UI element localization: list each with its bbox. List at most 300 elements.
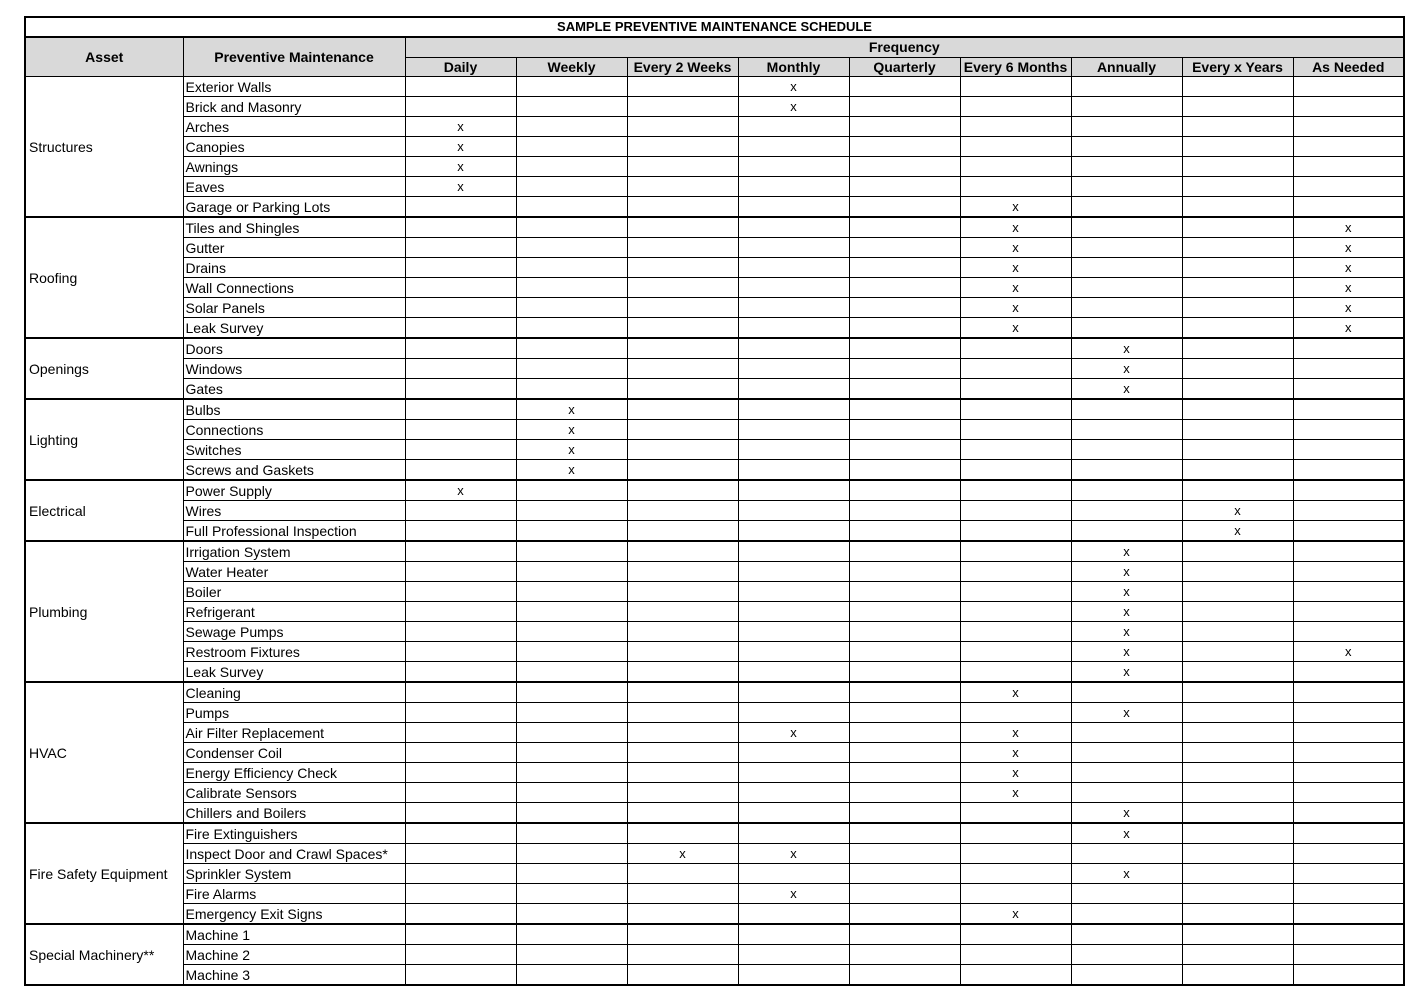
frequency-empty-cell — [1182, 137, 1293, 157]
asset-cell: Fire Safety Equipment — [25, 823, 183, 924]
frequency-empty-cell — [516, 157, 627, 177]
frequency-empty-cell — [627, 480, 738, 501]
table-row — [25, 965, 1404, 986]
frequency-empty-cell — [627, 460, 738, 481]
frequency-empty-cell — [1182, 823, 1293, 844]
frequency-empty-cell — [849, 945, 960, 965]
frequency-mark-cell: x — [960, 217, 1071, 238]
frequency-column-header: Daily — [405, 57, 516, 77]
frequency-empty-cell — [627, 258, 738, 278]
frequency-empty-cell — [1293, 723, 1404, 743]
frequency-empty-cell — [1293, 783, 1404, 803]
frequency-empty-cell — [849, 117, 960, 137]
frequency-mark-cell: x — [405, 117, 516, 137]
maintenance-task-cell: Windows — [183, 359, 405, 379]
frequency-empty-cell — [1293, 924, 1404, 945]
frequency-empty-cell — [516, 278, 627, 298]
table-row — [25, 318, 1404, 339]
frequency-empty-cell — [849, 278, 960, 298]
frequency-empty-cell — [1182, 541, 1293, 562]
frequency-mark-cell: x — [1293, 298, 1404, 318]
frequency-empty-cell — [738, 562, 849, 582]
table-row — [25, 298, 1404, 318]
frequency-mark-cell: x — [1071, 379, 1182, 400]
frequency-empty-cell — [1293, 157, 1404, 177]
maintenance-task-cell: Canopies — [183, 137, 405, 157]
frequency-empty-cell — [1293, 399, 1404, 420]
frequency-empty-cell — [738, 864, 849, 884]
frequency-empty-cell — [960, 582, 1071, 602]
maintenance-task-cell: Garage or Parking Lots — [183, 197, 405, 218]
maintenance-task-cell: Restroom Fixtures — [183, 642, 405, 662]
maintenance-task-cell: Switches — [183, 440, 405, 460]
frequency-empty-cell — [627, 582, 738, 602]
frequency-empty-cell — [1293, 541, 1404, 562]
frequency-empty-cell — [516, 662, 627, 683]
frequency-empty-cell — [627, 278, 738, 298]
frequency-empty-cell — [405, 763, 516, 783]
table-row — [25, 338, 1404, 359]
frequency-empty-cell — [1071, 137, 1182, 157]
table-row — [25, 763, 1404, 783]
frequency-empty-cell — [627, 318, 738, 339]
frequency-empty-cell — [516, 501, 627, 521]
frequency-empty-cell — [1182, 622, 1293, 642]
frequency-empty-cell — [1182, 379, 1293, 400]
frequency-empty-cell — [405, 844, 516, 864]
asset-cell: Roofing — [25, 217, 183, 338]
frequency-mark-cell: x — [960, 904, 1071, 925]
asset-cell: Lighting — [25, 399, 183, 480]
maintenance-task-cell: Calibrate Sensors — [183, 783, 405, 803]
table-row — [25, 97, 1404, 117]
frequency-empty-cell — [849, 864, 960, 884]
table-row — [25, 521, 1404, 542]
frequency-empty-cell — [1071, 521, 1182, 542]
frequency-empty-cell — [1182, 763, 1293, 783]
frequency-empty-cell — [1071, 743, 1182, 763]
frequency-mark-cell: x — [960, 258, 1071, 278]
frequency-empty-cell — [516, 480, 627, 501]
frequency-empty-cell — [1071, 117, 1182, 137]
frequency-empty-cell — [849, 197, 960, 218]
frequency-empty-cell — [516, 77, 627, 97]
frequency-empty-cell — [627, 924, 738, 945]
frequency-empty-cell — [405, 97, 516, 117]
frequency-empty-cell — [1182, 743, 1293, 763]
frequency-empty-cell — [960, 622, 1071, 642]
maintenance-task-cell: Exterior Walls — [183, 77, 405, 97]
frequency-empty-cell — [960, 117, 1071, 137]
frequency-empty-cell — [738, 238, 849, 258]
frequency-empty-cell — [1071, 177, 1182, 197]
frequency-mark-cell: x — [1071, 562, 1182, 582]
frequency-empty-cell — [849, 460, 960, 481]
maintenance-task-cell: Full Professional Inspection — [183, 521, 405, 542]
frequency-mark-cell: x — [1293, 217, 1404, 238]
frequency-empty-cell — [1293, 662, 1404, 683]
frequency-empty-cell — [1071, 460, 1182, 481]
frequency-empty-cell — [627, 864, 738, 884]
frequency-empty-cell — [516, 703, 627, 723]
table-row — [25, 864, 1404, 884]
frequency-empty-cell — [405, 562, 516, 582]
frequency-mark-cell: x — [405, 137, 516, 157]
frequency-mark-cell: x — [738, 884, 849, 904]
maintenance-task-cell: Irrigation System — [183, 541, 405, 562]
frequency-empty-cell — [1182, 884, 1293, 904]
maintenance-task-cell: Gutter — [183, 238, 405, 258]
frequency-empty-cell — [849, 642, 960, 662]
frequency-empty-cell — [627, 884, 738, 904]
frequency-empty-cell — [960, 460, 1071, 481]
frequency-empty-cell — [516, 217, 627, 238]
frequency-column-header: Monthly — [738, 57, 849, 77]
frequency-empty-cell — [1071, 97, 1182, 117]
table-row — [25, 622, 1404, 642]
frequency-mark-cell: x — [960, 783, 1071, 803]
frequency-empty-cell — [627, 803, 738, 824]
frequency-empty-cell — [960, 844, 1071, 864]
frequency-empty-cell — [1182, 278, 1293, 298]
table-row — [25, 258, 1404, 278]
frequency-empty-cell — [627, 501, 738, 521]
frequency-empty-cell — [960, 562, 1071, 582]
maintenance-task-cell: Machine 1 — [183, 924, 405, 945]
frequency-mark-cell: x — [960, 238, 1071, 258]
frequency-empty-cell — [627, 399, 738, 420]
frequency-empty-cell — [960, 924, 1071, 945]
maintenance-task-cell: Refrigerant — [183, 602, 405, 622]
frequency-empty-cell — [1293, 844, 1404, 864]
maintenance-task-cell: Sewage Pumps — [183, 622, 405, 642]
frequency-empty-cell — [627, 197, 738, 218]
frequency-empty-cell — [1182, 864, 1293, 884]
frequency-empty-cell — [516, 642, 627, 662]
frequency-empty-cell — [516, 803, 627, 824]
frequency-empty-cell — [849, 743, 960, 763]
frequency-empty-cell — [627, 157, 738, 177]
asset-cell: Structures — [25, 77, 183, 218]
frequency-empty-cell — [1293, 622, 1404, 642]
frequency-mark-cell: x — [960, 298, 1071, 318]
frequency-mark-cell: x — [516, 460, 627, 481]
frequency-empty-cell — [1182, 904, 1293, 925]
frequency-header: Frequency — [405, 37, 1404, 57]
frequency-mark-cell: x — [405, 157, 516, 177]
frequency-mark-cell: x — [738, 723, 849, 743]
frequency-empty-cell — [516, 864, 627, 884]
frequency-empty-cell — [1182, 723, 1293, 743]
frequency-empty-cell — [516, 177, 627, 197]
frequency-empty-cell — [738, 278, 849, 298]
frequency-empty-cell — [1293, 521, 1404, 542]
table-row — [25, 157, 1404, 177]
frequency-empty-cell — [1293, 440, 1404, 460]
frequency-mark-cell: x — [1182, 501, 1293, 521]
frequency-mark-cell: x — [1071, 642, 1182, 662]
frequency-empty-cell — [627, 743, 738, 763]
frequency-empty-cell — [516, 197, 627, 218]
frequency-column-header: Annually — [1071, 57, 1182, 77]
frequency-empty-cell — [738, 177, 849, 197]
frequency-empty-cell — [960, 97, 1071, 117]
frequency-empty-cell — [1071, 157, 1182, 177]
frequency-empty-cell — [1071, 844, 1182, 864]
frequency-empty-cell — [1182, 803, 1293, 824]
frequency-empty-cell — [1182, 460, 1293, 481]
frequency-mark-cell: x — [1071, 662, 1182, 683]
frequency-mark-cell: x — [960, 682, 1071, 703]
frequency-empty-cell — [1182, 97, 1293, 117]
frequency-empty-cell — [960, 803, 1071, 824]
maintenance-task-cell: Chillers and Boilers — [183, 803, 405, 824]
frequency-empty-cell — [1182, 298, 1293, 318]
frequency-empty-cell — [627, 562, 738, 582]
frequency-column-header: Quarterly — [849, 57, 960, 77]
frequency-empty-cell — [405, 884, 516, 904]
frequency-empty-cell — [627, 682, 738, 703]
frequency-mark-cell: x — [516, 420, 627, 440]
frequency-empty-cell — [1293, 965, 1404, 986]
frequency-empty-cell — [849, 682, 960, 703]
frequency-empty-cell — [1071, 278, 1182, 298]
frequency-empty-cell — [405, 602, 516, 622]
frequency-empty-cell — [1071, 197, 1182, 218]
frequency-empty-cell — [405, 823, 516, 844]
frequency-empty-cell — [1293, 338, 1404, 359]
frequency-empty-cell — [516, 844, 627, 864]
frequency-empty-cell — [849, 823, 960, 844]
frequency-empty-cell — [1293, 359, 1404, 379]
frequency-empty-cell — [849, 844, 960, 864]
frequency-empty-cell — [1071, 723, 1182, 743]
frequency-empty-cell — [849, 703, 960, 723]
table-row — [25, 379, 1404, 400]
frequency-empty-cell — [849, 904, 960, 925]
maintenance-task-cell: Power Supply — [183, 480, 405, 501]
frequency-empty-cell — [738, 904, 849, 925]
frequency-mark-cell: x — [738, 844, 849, 864]
maintenance-task-cell: Awnings — [183, 157, 405, 177]
table-row — [25, 440, 1404, 460]
frequency-empty-cell — [738, 117, 849, 137]
frequency-empty-cell — [405, 723, 516, 743]
maintenance-task-cell: Boiler — [183, 582, 405, 602]
frequency-empty-cell — [627, 379, 738, 400]
frequency-empty-cell — [1293, 480, 1404, 501]
frequency-empty-cell — [849, 77, 960, 97]
maintenance-header: Preventive Maintenance — [183, 37, 405, 77]
table-row — [25, 703, 1404, 723]
maintenance-task-cell: Wall Connections — [183, 278, 405, 298]
frequency-empty-cell — [960, 703, 1071, 723]
maintenance-schedule-table — [24, 16, 1405, 986]
frequency-empty-cell — [627, 823, 738, 844]
frequency-empty-cell — [1182, 258, 1293, 278]
frequency-empty-cell — [849, 521, 960, 542]
table-row — [25, 238, 1404, 258]
frequency-empty-cell — [627, 177, 738, 197]
frequency-empty-cell — [849, 924, 960, 945]
table-row — [25, 823, 1404, 844]
frequency-empty-cell — [738, 298, 849, 318]
frequency-empty-cell — [516, 238, 627, 258]
maintenance-task-cell: Connections — [183, 420, 405, 440]
maintenance-task-cell: Cleaning — [183, 682, 405, 703]
frequency-empty-cell — [1293, 177, 1404, 197]
frequency-empty-cell — [849, 298, 960, 318]
frequency-empty-cell — [516, 137, 627, 157]
frequency-empty-cell — [738, 642, 849, 662]
table-row — [25, 541, 1404, 562]
frequency-empty-cell — [1071, 783, 1182, 803]
table-row — [25, 359, 1404, 379]
frequency-empty-cell — [1182, 844, 1293, 864]
frequency-empty-cell — [1182, 602, 1293, 622]
frequency-empty-cell — [738, 157, 849, 177]
frequency-empty-cell — [627, 763, 738, 783]
frequency-empty-cell — [849, 238, 960, 258]
frequency-empty-cell — [849, 884, 960, 904]
frequency-mark-cell: x — [1071, 864, 1182, 884]
frequency-empty-cell — [960, 521, 1071, 542]
frequency-empty-cell — [960, 602, 1071, 622]
frequency-empty-cell — [405, 642, 516, 662]
maintenance-task-cell: Machine 3 — [183, 965, 405, 986]
frequency-empty-cell — [516, 904, 627, 925]
asset-cell: Openings — [25, 338, 183, 399]
frequency-empty-cell — [960, 501, 1071, 521]
frequency-empty-cell — [738, 420, 849, 440]
frequency-empty-cell — [405, 197, 516, 218]
frequency-empty-cell — [738, 541, 849, 562]
frequency-empty-cell — [1071, 884, 1182, 904]
frequency-empty-cell — [849, 602, 960, 622]
frequency-empty-cell — [849, 137, 960, 157]
frequency-empty-cell — [516, 884, 627, 904]
frequency-empty-cell — [516, 723, 627, 743]
frequency-empty-cell — [738, 197, 849, 218]
frequency-empty-cell — [1182, 703, 1293, 723]
frequency-empty-cell — [516, 298, 627, 318]
table-row — [25, 924, 1404, 945]
frequency-empty-cell — [849, 177, 960, 197]
frequency-empty-cell — [738, 763, 849, 783]
frequency-empty-cell — [960, 662, 1071, 683]
maintenance-task-cell: Wires — [183, 501, 405, 521]
frequency-empty-cell — [738, 783, 849, 803]
frequency-empty-cell — [1071, 924, 1182, 945]
maintenance-task-cell: Bulbs — [183, 399, 405, 420]
frequency-empty-cell — [960, 965, 1071, 986]
frequency-empty-cell — [849, 399, 960, 420]
frequency-empty-cell — [960, 864, 1071, 884]
frequency-empty-cell — [960, 77, 1071, 97]
frequency-empty-cell — [627, 137, 738, 157]
frequency-empty-cell — [960, 399, 1071, 420]
frequency-column-header: Every x Years — [1182, 57, 1293, 77]
frequency-empty-cell — [1293, 77, 1404, 97]
table-row — [25, 803, 1404, 824]
maintenance-task-cell: Solar Panels — [183, 298, 405, 318]
frequency-empty-cell — [738, 137, 849, 157]
frequency-mark-cell: x — [1293, 278, 1404, 298]
frequency-mark-cell: x — [1071, 338, 1182, 359]
table-row — [25, 460, 1404, 481]
maintenance-task-cell: Drains — [183, 258, 405, 278]
frequency-empty-cell — [849, 662, 960, 683]
frequency-empty-cell — [627, 521, 738, 542]
frequency-empty-cell — [405, 318, 516, 339]
frequency-empty-cell — [849, 338, 960, 359]
frequency-empty-cell — [1182, 642, 1293, 662]
frequency-empty-cell — [1293, 582, 1404, 602]
frequency-empty-cell — [1293, 137, 1404, 157]
frequency-mark-cell: x — [738, 97, 849, 117]
table-row — [25, 480, 1404, 501]
frequency-empty-cell — [849, 359, 960, 379]
frequency-empty-cell — [849, 440, 960, 460]
frequency-mark-cell: x — [1071, 703, 1182, 723]
frequency-empty-cell — [960, 440, 1071, 460]
frequency-empty-cell — [960, 420, 1071, 440]
maintenance-task-cell: Arches — [183, 117, 405, 137]
frequency-empty-cell — [516, 924, 627, 945]
frequency-empty-cell — [1182, 177, 1293, 197]
frequency-empty-cell — [1182, 945, 1293, 965]
frequency-empty-cell — [405, 258, 516, 278]
maintenance-task-cell: Pumps — [183, 703, 405, 723]
frequency-empty-cell — [1071, 480, 1182, 501]
frequency-empty-cell — [1293, 803, 1404, 824]
frequency-column-header: Weekly — [516, 57, 627, 77]
frequency-empty-cell — [1293, 945, 1404, 965]
frequency-empty-cell — [627, 420, 738, 440]
frequency-mark-cell: x — [1071, 359, 1182, 379]
frequency-empty-cell — [960, 137, 1071, 157]
frequency-column-header: Every 2 Weeks — [627, 57, 738, 77]
frequency-empty-cell — [738, 703, 849, 723]
frequency-empty-cell — [1071, 501, 1182, 521]
frequency-empty-cell — [627, 440, 738, 460]
frequency-column-header: Every 6 Months — [960, 57, 1071, 77]
frequency-empty-cell — [1293, 562, 1404, 582]
maintenance-task-cell: Brick and Masonry — [183, 97, 405, 117]
frequency-empty-cell — [960, 541, 1071, 562]
frequency-empty-cell — [1293, 420, 1404, 440]
maintenance-task-cell: Screws and Gaskets — [183, 460, 405, 481]
frequency-empty-cell — [627, 662, 738, 683]
frequency-mark-cell: x — [960, 278, 1071, 298]
frequency-empty-cell — [627, 723, 738, 743]
frequency-empty-cell — [627, 783, 738, 803]
frequency-empty-cell — [960, 157, 1071, 177]
frequency-empty-cell — [627, 359, 738, 379]
frequency-empty-cell — [1182, 420, 1293, 440]
frequency-empty-cell — [1071, 298, 1182, 318]
frequency-empty-cell — [1071, 420, 1182, 440]
maintenance-task-cell: Air Filter Replacement — [183, 723, 405, 743]
frequency-empty-cell — [405, 803, 516, 824]
frequency-empty-cell — [627, 217, 738, 238]
frequency-mark-cell: x — [1182, 521, 1293, 542]
frequency-empty-cell — [405, 662, 516, 683]
frequency-mark-cell: x — [960, 763, 1071, 783]
frequency-empty-cell — [960, 884, 1071, 904]
frequency-empty-cell — [1182, 238, 1293, 258]
maintenance-task-cell: Doors — [183, 338, 405, 359]
